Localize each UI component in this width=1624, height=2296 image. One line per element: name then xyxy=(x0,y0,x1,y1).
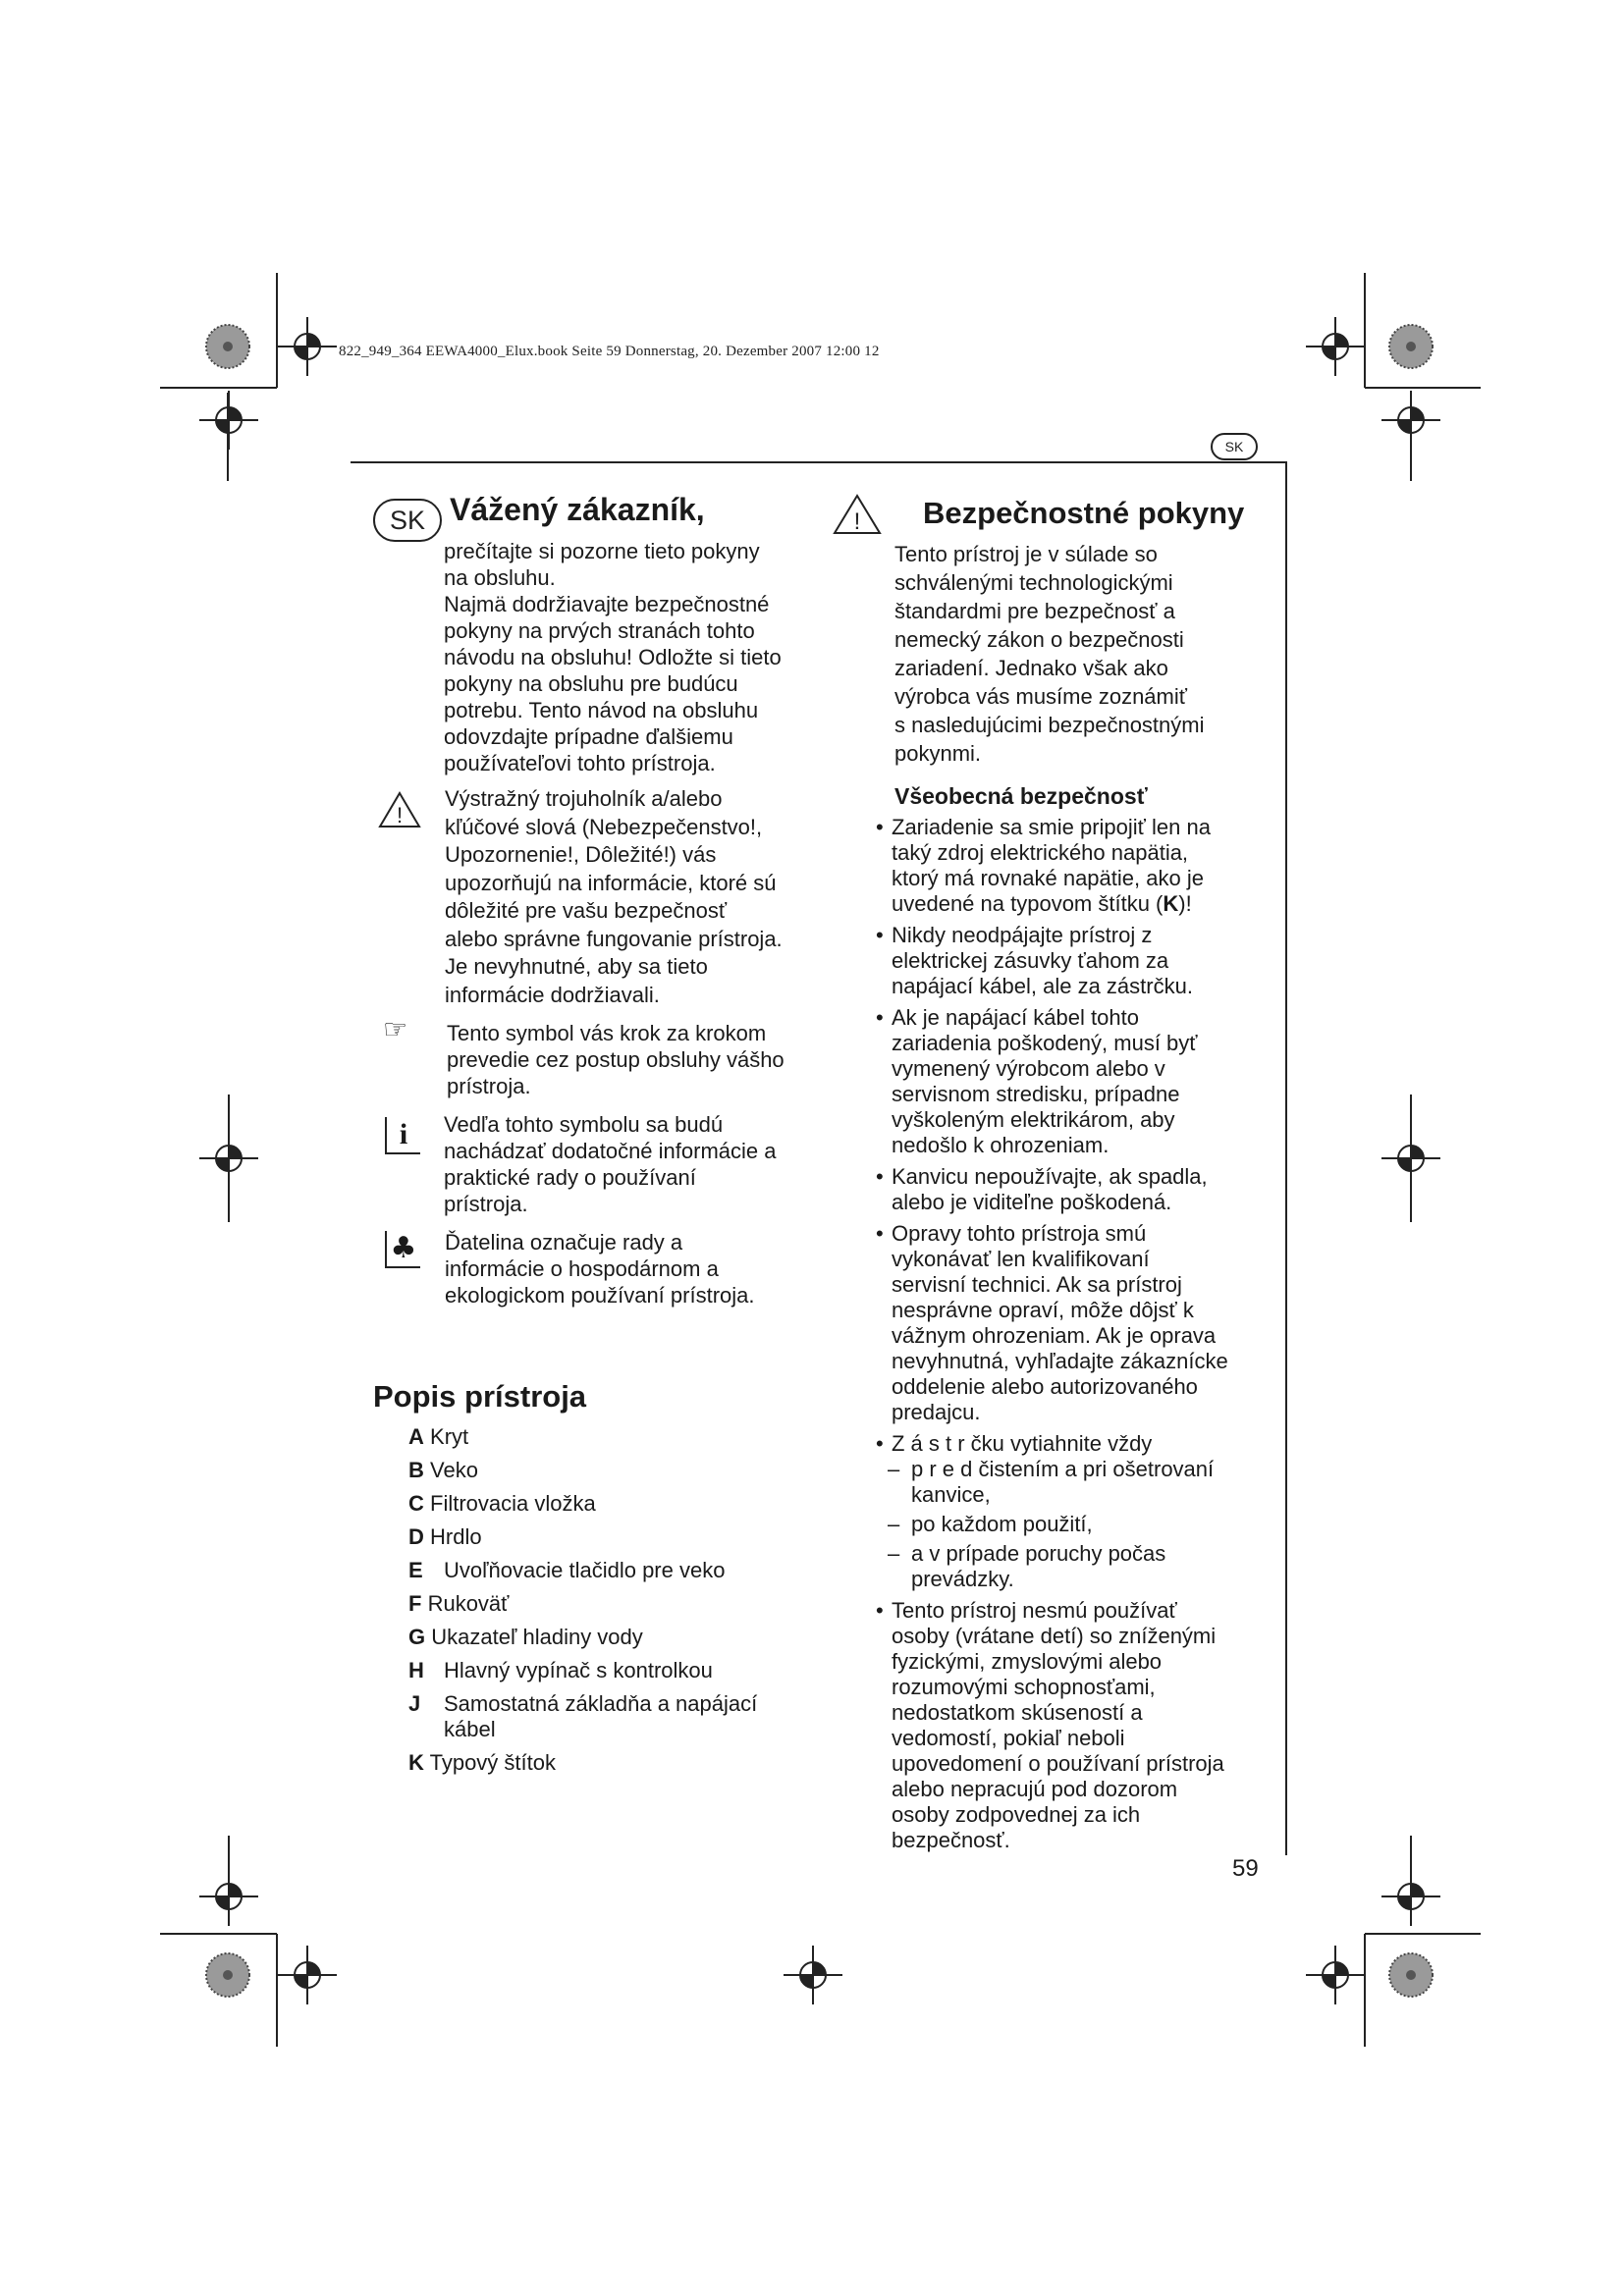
bullet-line: taký zdroj elektrického napätia, xyxy=(892,840,1189,865)
parts-list xyxy=(408,1425,821,1785)
intro-line: návodu na obsluhu! Odložte si tieto xyxy=(444,645,782,669)
intro-line: Najmä dodržiavajte bezpečnostné xyxy=(444,592,770,616)
bullet-line: nedostatkom skúseností a xyxy=(892,1700,1143,1725)
bullet-line: upovedomení o používaní prístroja xyxy=(892,1751,1224,1776)
part-item xyxy=(408,1492,821,1516)
symbol-line: upozorňujú na informácie, ktoré sú xyxy=(445,870,777,895)
warning-triangle-icon xyxy=(378,790,421,829)
safety-bullet xyxy=(872,1221,1284,1425)
bullet-line: vyškoleným elektrikárom, aby xyxy=(892,1107,1175,1132)
safety-warning-icon xyxy=(833,494,882,535)
language-badge-top: SK xyxy=(1211,433,1258,460)
symbol-line: informácie dodržiavali. xyxy=(445,982,660,1007)
part-item xyxy=(408,1718,821,1741)
safety-bullet xyxy=(872,1164,1284,1215)
bullet-line: servisní technici. Ak sa prístroj xyxy=(892,1272,1182,1297)
dash-line: po každom použití, xyxy=(911,1512,1093,1536)
bullet-line: • Tento prístroj nesmú používať xyxy=(892,1598,1177,1623)
part-letter: D xyxy=(408,1524,424,1549)
bullet-line: rozumovými schopnosťami, xyxy=(892,1675,1156,1699)
intro-line: zariadení. Jednako však ako xyxy=(894,656,1168,680)
part-item xyxy=(408,1459,821,1482)
symbol-line: prevedie cez postup obsluhy vášho xyxy=(447,1047,785,1072)
bullet-line: ktorý má rovnaké napätie, ako je xyxy=(892,866,1204,890)
intro-line: potrebu. Tento návod na obsluhu xyxy=(444,698,759,722)
symbol-line: praktické rady o používaní xyxy=(444,1165,696,1190)
part-letter: K xyxy=(408,1750,424,1775)
safety-bullets xyxy=(872,815,1284,1859)
dash-line: a v prípade poruchy počas xyxy=(911,1541,1166,1566)
symbol-line: informácie o hospodárnom a xyxy=(445,1256,719,1281)
dash-item: – p r e d čistením a pri ošetrovaní kanvice, xyxy=(872,1457,1284,1508)
general-safety-subtitle: Všeobecná bezpečnosť xyxy=(894,783,1148,809)
dash-line: prevádzky. xyxy=(911,1567,1014,1591)
bullet-line: • Ak je napájací kábel tohto xyxy=(892,1005,1139,1030)
part-label: Kryt xyxy=(430,1424,469,1449)
part-label: Samostatná základňa a napájací xyxy=(444,1691,758,1716)
bullet-line: predajcu. xyxy=(892,1400,981,1424)
part-letter: G xyxy=(408,1625,426,1649)
bullet-line: vážnym ohrozeniam. Ak je oprava xyxy=(892,1323,1217,1348)
warning-symbol-text xyxy=(445,785,828,1009)
bullet-line: vedomostí, pokiaľ neboli xyxy=(892,1726,1125,1750)
bullet-line: napájací kábel, ale za zástrčku. xyxy=(892,974,1193,998)
part-letter: E xyxy=(408,1558,423,1582)
intro-line: na obsluhu. xyxy=(444,565,556,590)
part-letter: F xyxy=(408,1591,422,1616)
part-item xyxy=(408,1425,821,1449)
bullet-line: • Nikdy neodpájajte prístroj z xyxy=(892,923,1153,947)
bullet-line: • Z á s t r čku vytiahnite vždy xyxy=(892,1431,1153,1456)
intro-paragraph xyxy=(444,538,817,776)
clover-icon: ♣ xyxy=(385,1231,420,1268)
dash-item: – a v prípade poruchy počas prevádzky. xyxy=(872,1541,1284,1592)
bullet-line: nedošlo k ohrozeniam. xyxy=(892,1133,1110,1157)
svg-text:!: ! xyxy=(853,508,861,535)
symbol-line: nachádzať dodatočné informácie a xyxy=(444,1139,777,1163)
symbol-line: dôležité pre vašu bezpečnosť xyxy=(445,898,728,923)
intro-line: s nasledujúcimi bezpečnostnými xyxy=(894,713,1205,737)
bullet-line: osoby zodpovednej za ich xyxy=(892,1802,1141,1827)
intro-line: pokynmi. xyxy=(894,741,982,766)
dash-line: kanvice, xyxy=(911,1482,991,1507)
symbol-line: Výstražný trojuholník a/alebo xyxy=(445,786,723,811)
part-label: Typový štítok xyxy=(429,1750,556,1775)
intro-line: nemecký zákon o bezpečnosti xyxy=(894,627,1184,652)
bullet-line: vykonávať len kvalifikovaní xyxy=(892,1247,1150,1271)
bullet-line: nevyhnutná, vyhľadajte zákaznícke xyxy=(892,1349,1228,1373)
intro-line: prečítajte si pozorne tieto pokyny xyxy=(444,539,760,563)
intro-line: používateľovi tohto prístroja. xyxy=(444,751,716,775)
bullet-line: fyzickými, zmyslovými alebo xyxy=(892,1649,1163,1674)
safety-intro xyxy=(894,540,1268,768)
page-frame-right xyxy=(1285,461,1287,1855)
safety-bullet xyxy=(872,1431,1284,1457)
intro-line: Tento prístroj je v súlade so xyxy=(894,542,1158,566)
bullet-line: • Kanvicu nepoužívajte, ak spadla, xyxy=(892,1164,1208,1189)
svg-text:!: ! xyxy=(396,803,404,828)
part-label: Rukoväť xyxy=(427,1591,510,1616)
part-label: kábel xyxy=(444,1717,496,1741)
part-letter: A xyxy=(408,1424,424,1449)
part-item xyxy=(408,1751,821,1775)
symbol-line: prístroja. xyxy=(447,1074,531,1098)
symbol-line: Tento symbol vás krok za krokom xyxy=(447,1021,767,1045)
symbol-line: Vedľa tohto symbolu sa budú xyxy=(444,1112,724,1137)
part-item xyxy=(408,1626,821,1649)
part-label: Ukazateľ hladiny vody xyxy=(431,1625,643,1649)
safety-bullet xyxy=(872,1005,1284,1158)
safety-bullet xyxy=(872,815,1284,917)
part-letter: H xyxy=(408,1658,424,1682)
part-letter: J xyxy=(408,1691,421,1716)
intro-line: pokyny na prvých stranách tohto xyxy=(444,618,755,643)
safety-bullet xyxy=(872,1598,1284,1853)
intro-line: odovzdajte prípadne ďalšiemu xyxy=(444,724,733,749)
part-label: Hlavný vypínač s kontrolkou xyxy=(444,1658,713,1682)
bullet-line: nesprávne opraví, môže dôjsť k xyxy=(892,1298,1194,1322)
part-item xyxy=(408,1592,821,1616)
intro-line: pokyny na obsluhu pre budúcu xyxy=(444,671,738,696)
intro-line: schválenými technologickými xyxy=(894,570,1173,595)
dash-line: p r e d čistením a pri ošetrovaní xyxy=(911,1457,1215,1481)
part-label: Uvoľňovacie tlačidlo pre veko xyxy=(444,1558,726,1582)
book-file-header: 822_949_364 EEWA4000_Elux.book Seite 59 Donnerstag, 20. Dezember 2007 12:00 12 xyxy=(339,344,880,359)
bullet-line: alebo nepracujú pod dozorom xyxy=(892,1777,1178,1801)
language-badge: SK xyxy=(373,499,442,542)
clover-symbol-text xyxy=(445,1229,828,1308)
parts-title: Popis prístroja xyxy=(373,1379,587,1414)
bullet-line: • Zariadenie sa smie pripojiť len na xyxy=(892,815,1211,839)
symbol-line: prístroja. xyxy=(444,1192,528,1216)
page-frame-top xyxy=(351,461,1285,463)
greeting-title: Vážený zákazník, xyxy=(450,492,705,527)
bullet-line: zariadenia poškodený, musí byť xyxy=(892,1031,1198,1055)
safety-title: Bezpečnostné pokyny xyxy=(923,496,1245,530)
bullet-line: oddelenie alebo autorizovaného xyxy=(892,1374,1198,1399)
part-label: Veko xyxy=(430,1458,478,1482)
bullet-line: alebo je viditeľne poškodená. xyxy=(892,1190,1172,1214)
dash-item: – po každom použití, xyxy=(872,1512,1284,1537)
part-letter: C xyxy=(408,1491,424,1516)
part-item xyxy=(408,1525,821,1549)
bullet-line: uvedené na typovom štítku (K)! xyxy=(892,891,1192,916)
page-number: 59 xyxy=(1232,1855,1259,1882)
part-letter: B xyxy=(408,1458,424,1482)
symbol-line: Je nevyhnutné, aby sa tieto xyxy=(445,954,708,979)
intro-line: výrobca vás musíme zoznámiť xyxy=(894,684,1188,709)
part-item xyxy=(408,1659,821,1682)
safety-bullet xyxy=(872,923,1284,999)
part-item xyxy=(408,1559,821,1582)
symbol-line: alebo správne fungovanie prístroja. xyxy=(445,926,783,951)
pointing-hand-icon: ☞ xyxy=(383,1013,408,1045)
info-icon: i xyxy=(385,1117,420,1154)
part-label: Hrdlo xyxy=(430,1524,482,1549)
symbol-line: Ďatelina označuje rady a xyxy=(445,1230,683,1255)
bullet-line: osoby (vrátane detí) so zníženými xyxy=(892,1624,1217,1648)
symbol-line: kľúčové slová (Nebezpečenstvo!, xyxy=(445,814,763,839)
part-item xyxy=(408,1692,821,1716)
info-symbol-text xyxy=(444,1111,827,1217)
symbol-line: ekologickom používaní prístroja. xyxy=(445,1283,755,1308)
dash-list xyxy=(872,1457,1284,1592)
bullet-line: • Opravy tohto prístroja smú xyxy=(892,1221,1147,1246)
bullet-line: bezpečnosť. xyxy=(892,1828,1010,1852)
bullet-line: vymenený výrobcom alebo v xyxy=(892,1056,1165,1081)
intro-line: štandardmi pre bezpečnosť a xyxy=(894,599,1175,623)
bullet-line: servisnom stredisku, prípadne xyxy=(892,1082,1180,1106)
symbol-line: Upozornenie!, Dôležité!) vás xyxy=(445,842,717,867)
bullet-line: elektrickej zásuvky ťahom za xyxy=(892,948,1169,973)
step-symbol-text xyxy=(447,1020,830,1099)
part-label: Filtrovacia vložka xyxy=(430,1491,596,1516)
